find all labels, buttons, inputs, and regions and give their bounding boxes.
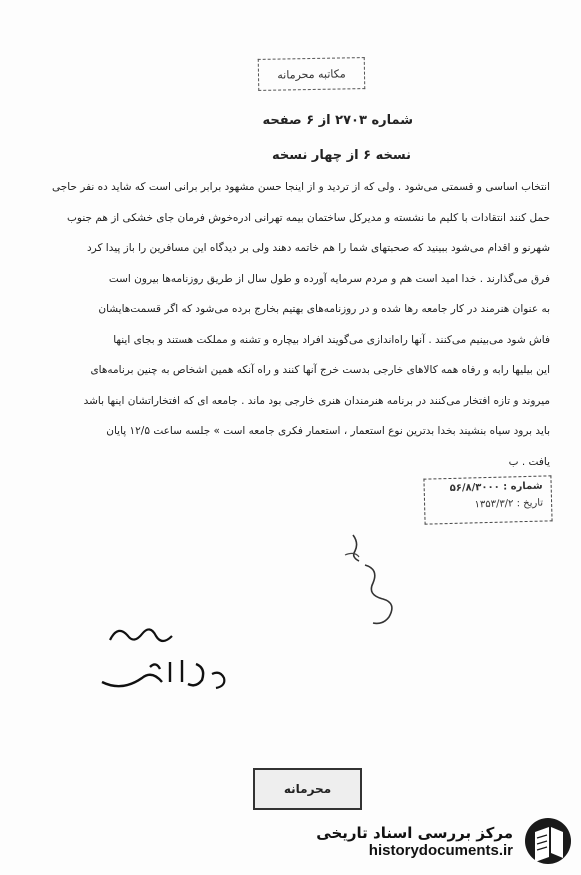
page-count-line: شماره ۲۷۰۳ از ۶ صفحه [262,113,413,128]
stamp-top-text: مكاتبه محرمانه [277,66,346,82]
signature-scribble [335,525,415,635]
classification-stamp-top [258,57,366,91]
body-line: یافت . ب [508,455,550,468]
body-line: به عنوان هنرمند در کار جامعه رها شده و در روزنامه‌های بهتیم بخارج برده می‌شود که اگر قسمت‌هایشان [98,303,550,315]
stamp-bottom-text: محرمانه [283,782,332,796]
body-line: فاش شود می‌بینیم می‌کنند . آنها راه‌اندازی می‌گویند افراد بیچاره و تشنه و مملکت هستند و بجای اینها [113,333,550,346]
archive-url: historydocuments.ir [368,841,513,859]
body-line: میروند و تازه افتخار می‌کنند در برنامه هنرمندان هنری خارجی بود ماند . جامعه ای که افتخاراتشان اینها باشد [83,394,550,407]
copy-count-line: نسخه ۶ از چهار نسخه [271,148,411,163]
receipt-date: تاریخ : ۱۳۵۳/۳/۲ [474,497,544,511]
receipt-number: شماره : ۵۶/۸/۳۰۰۰ [449,480,543,494]
classification-stamp-bottom [253,768,362,810]
handwritten-note [92,612,232,707]
body-line: باید برود سیاه بنشیند بخدا بدترین نوع استعمار ، استعمار فکری جامعه است » جلسه ساعت ۱۲/۵ پایان [106,425,550,437]
body-line: این بیلیها رابه و رفاه همه کالاهای خارجی بدست خرج آنها کنند و راه آنکه همین اشخاص به چنین برنامه‌های [90,364,550,376]
body-line: حمل کنند انتقادات با کلیم ما نشسته و مدیرکل ساختمان بیمه تهرانی ادره‌خوش فرمان جای خشکی از هم جنوب [67,211,550,224]
body-line: شهرنو و اقدام می‌شود ببینید که صحبتهای شما را هم خاتمه دهند ولی بر دیدگاه این مسافرین را باز پیدا کرد [86,242,550,254]
body-line: فرق می‌گذارند . خدا امید است هم و مردم سرمایه آورده و طول سال از طریق روزنامه‌ها بیرون است [108,272,550,285]
archive-title: مرکز بررسی اسناد تاریخی [316,823,513,842]
report-body [40,172,550,477]
receipt-stamp [423,475,552,524]
archive-logo-icon [523,816,573,866]
body-line: انتخاب اساسی و قسمتی می‌شود . ولی که از تردید و از اینجا حسن مشهود برابر برانی است که شاید ده نفر حاجی [52,181,550,193]
archive-watermark [298,815,573,867]
